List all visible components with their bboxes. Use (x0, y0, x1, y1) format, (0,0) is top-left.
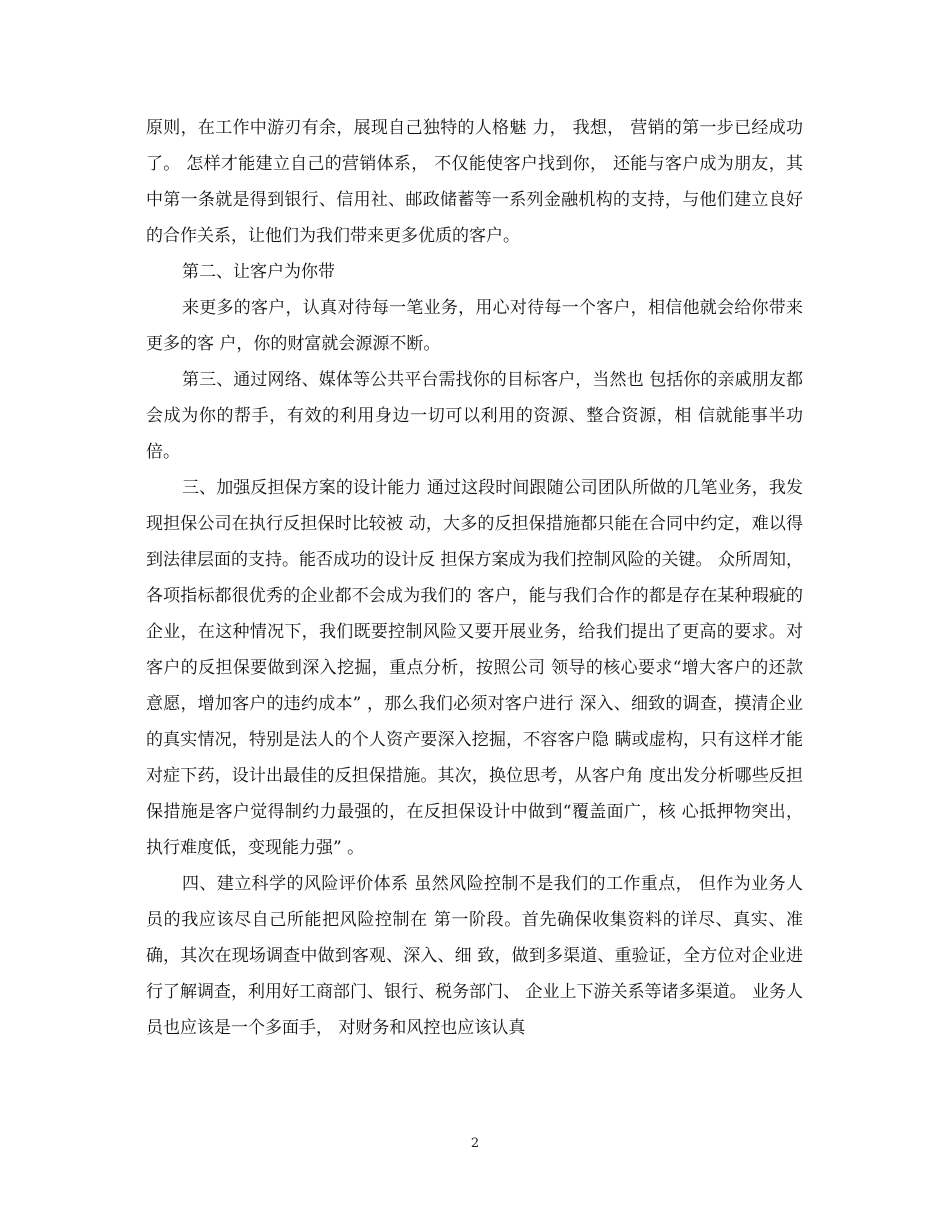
paragraph-second-heading: 第二、让客户为你带 (182, 262, 335, 282)
paragraph-section-four: 四、建立科学的风险评价体系 虽然风险控制不是我们的工作重点， 但作为业务人员的我应该尽自己所能把风险控制在 第一阶段。首先确保收集资料的详尽、真实、准确，其次在现场调查中做到客观、深入、细 致，做到多渠道、重验证，全方位对企业进行了解调查，利用好工商部门、银行、税务部门、 企业上下游关系等诸多渠道。 业务人员也应该是一个多面手， 对财务和风控也应该认真 (146, 874, 803, 1038)
paragraph-third: 第三、通过网络、媒体等公共平台需找你的目标客户，当然也 包括你的亲戚朋友都会成为你的帮手，有效的利用身边一切可以利用的资源、整合资源，相 信就能事半功倍。 (146, 370, 803, 462)
paragraph-second-body: 来更多的客户，认真对待每一笔业务，用心对待每一个客户，相信他就会给你带来更多的客 户，你的财富就会源源不断。 (146, 298, 803, 354)
paragraph-section-three: 三、加强反担保方案的设计能力 通过这段时间跟随公司团队所做的几笔业务，我发现担保公司在执行反担保时比较被 动，大多的反担保措施都只能在合同中约定，难以得到法律层面的支持。能否成功的设计反 担保方案成为我们控制风险的关键。 众所周知， 各项指标都很优秀的企业都不会成为我们的 客户，能与我们合作的都是存在某种瑕疵的企业，在这种情况下，我们既要控制风险又要开展业务，给我们提出了更高的要求。对客户的反担保要做到深入挖掘，重点分析，按照公司 领导的核心要求“增大客户的还款意愿，增加客户的违约成本” ，那么我们必须对客户进行 深入、细致的调查，摸清企业的真实情况，特别是法人的个人资产要深入挖掘，不容客户隐 瞒或虚构，只有这样才能对症下药，设计出最佳的反担保措施。其次，换位思考，从客户角 度出发分析哪些反担保措施是客户觉得制约力最强的，在反担保设计中做到“覆盖面广，核 心抵押物突出，执行难度低，变现能力强” 。 (146, 478, 803, 858)
paragraph-continuation: 原则，在工作中游刃有余，展现自己独特的人格魅 力， 我想， 营销的第一步已经成功了。 怎样才能建立自己的营销体系， 不仅能使客户找到你， 还能与客户成为朋友，其中第一条就是得到银行、信用社、邮政储蓄等一系列金融机构的支持，与他们建立良好的合作关系，让他们为我们带来更多优质的客户。 (146, 118, 803, 246)
page-number: 2 (470, 1136, 480, 1151)
document-body (146, 110, 803, 1046)
